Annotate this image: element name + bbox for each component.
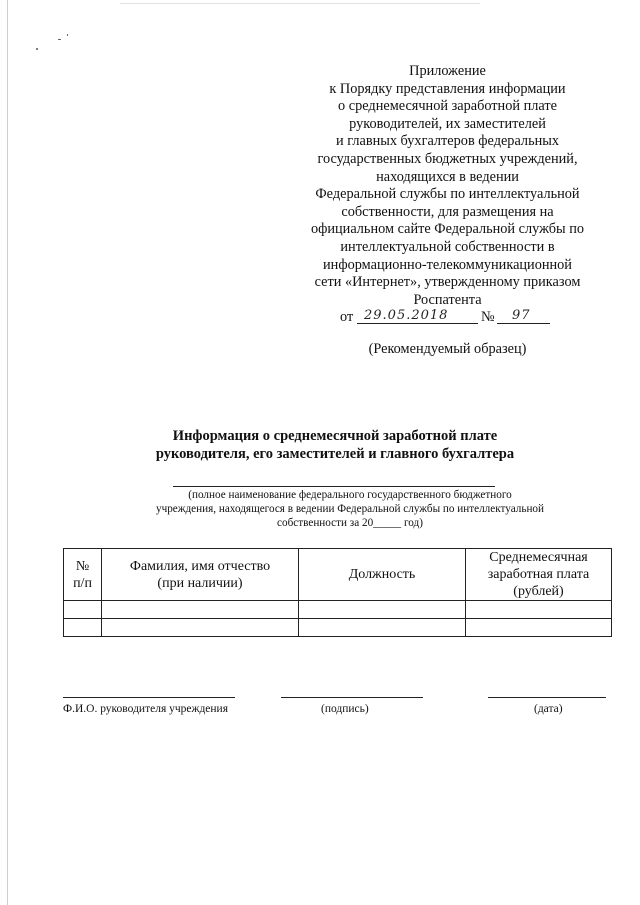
header-text: № [75,558,90,574]
table-row [64,601,612,619]
table-cell [299,619,466,637]
annex-line: Роспатента [413,291,482,308]
annex-line: интеллектуальной собственности в [340,238,555,255]
scan-edge [7,0,8,905]
annex-line: о среднемесячной заработной плате [338,98,557,115]
annex-line: информационно-телекоммуникационной [323,256,572,273]
header-text: п/п [73,575,92,591]
annex-line: сети «Интернет», утвержденному приказом [314,274,581,291]
order-number-handwritten: 97 [512,308,531,323]
org-name-field-line [173,486,495,487]
table-cell [466,601,612,619]
annex-line: руководителей, их заместителей [349,115,546,132]
signature-caption: (подпись) [321,703,369,715]
order-date-handwritten: 29.05.2018 [364,308,449,323]
table-cell [102,601,299,619]
caption-line: собственности за 20_____ год) [277,517,423,530]
scan-speck [58,39,61,40]
order-reference [340,305,560,325]
table-cell [466,619,612,637]
scan-speck [36,48,38,50]
document-title [150,428,520,463]
header-cell-position [299,549,466,601]
date-caption: (дата) [534,703,563,715]
annex-line: находящихся в ведении [376,168,519,185]
caption-line: (полное наименование федерального государственного бюджетного [188,489,512,501]
header-text: (при наличии) [157,575,243,591]
header-text: Среднемесячная [489,550,588,565]
org-name-caption [140,488,560,531]
annex-line: Федеральной службы по интеллектуальной [315,186,580,203]
table-header-row [64,549,612,601]
title-line: Информация о среднемесячной заработной плате [172,428,498,444]
annex-line: к Порядку представления информации [329,80,566,97]
sample-note: (Рекомендуемый образец) [368,341,527,357]
table-cell [64,601,102,619]
header-text: заработная плата [487,567,590,582]
date-line [488,697,606,698]
header-text: Должность [348,567,416,582]
annex-line: официальном сайте Федеральной службы по [310,221,585,238]
header-cell-number [64,549,102,601]
table-row [64,619,612,637]
scan-speck [67,34,68,36]
salary-table [63,548,612,637]
order-from-label: от [340,309,354,325]
table-cell [64,619,102,637]
order-number-label: № [481,309,495,325]
header-text: Фамилия, имя отчество [129,558,271,574]
table-cell [102,619,299,637]
head-name-line [63,697,235,698]
signature-line [281,697,423,698]
annex-line: и главных бухгалтеров федеральных [335,133,559,150]
table-cell [299,601,466,619]
annex-line: собственности, для размещения на [341,203,554,220]
order-date-underline [357,323,478,324]
title-line: руководителя, его заместителей и главного бухгалтера [155,445,515,462]
annex-line: государственных бюджетных учреждений, [317,150,578,167]
annex-line: Приложение [409,63,486,79]
header-cell-salary [466,549,612,601]
header-cell-full-name [102,549,299,601]
caption-line: учреждения, находящегося в ведении Федеральной службы по интеллектуальной [155,503,545,516]
head-name-caption: Ф.И.О. руководителя учреждения [63,703,228,715]
header-text: (рублей) [513,584,564,599]
scan-edge-top [120,3,480,4]
annex-header [305,63,590,309]
order-number-underline [497,323,550,324]
